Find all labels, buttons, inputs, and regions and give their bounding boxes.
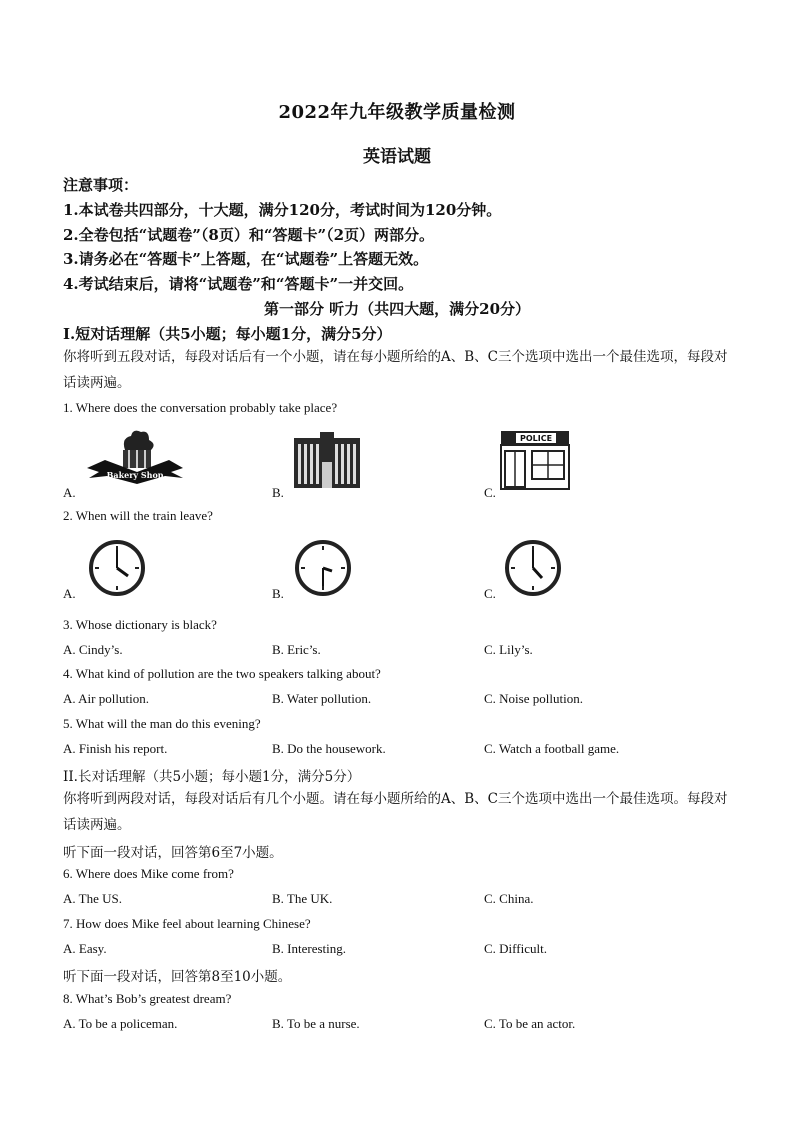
q8-option-c: C. To be an actor. — [484, 1016, 576, 1031]
q4-option-c: C. Noise pollution. — [484, 691, 583, 706]
notice-item: 4.考试结束后，请将“试题卷”和“答题卡”一并交回。 — [63, 275, 414, 293]
section1-heading: I.短对话理解（共5小题；每小题1分，满分5分） — [63, 325, 392, 343]
section1-instruction: 你将听到五段对话，每段对话后有一个小题，请在每小题所给的A、B、C三个选项中选出一个最佳选项，每段对话读两遍。 — [63, 349, 728, 391]
q6-option-c: C. China. — [484, 891, 534, 906]
notice-item: 3.请务必在“答题卡”上答题，在“试题卷”上答题无效。 — [63, 250, 429, 268]
notice-heading: 注意事项： — [63, 176, 139, 194]
q5-option-a: A. Finish his report. — [63, 741, 168, 756]
q3-option-a: A. Cindy’s. — [63, 642, 123, 657]
clock-6-30-image — [288, 538, 358, 598]
exam-title: 2022年九年级教学质量检测 — [278, 102, 516, 123]
section2-heading: II.长对话理解（共5小题；每小题1分，满分5分） — [63, 769, 361, 785]
q1-option-c: C. — [484, 485, 496, 500]
question-6: 6. Where does Mike come from? — [63, 866, 234, 881]
q8-option-b: B. To be a nurse. — [272, 1016, 360, 1031]
police-station-image — [500, 430, 570, 490]
q4-option-a: A. Air pollution. — [63, 691, 149, 706]
q6-option-b: B. The UK. — [272, 891, 333, 906]
question-1: 1. Where does the conversation probably take place? — [63, 400, 338, 415]
notice-item: 2.全卷包括“试题卷”（8页）和“答题卡”（2页）两部分。 — [63, 226, 435, 244]
q3-option-b: B. Eric’s. — [272, 642, 321, 657]
q7-option-b: B. Interesting. — [272, 941, 347, 956]
dialogue-lead-1: 听下面一段对话，回答第6至7小题。 — [63, 845, 283, 861]
question-2: 2. When will the train leave? — [63, 508, 213, 523]
bakery-shop-image — [85, 428, 185, 488]
question-8: 8. What’s Bob’s greatest dream? — [63, 991, 232, 1006]
q1-option-a: A. — [63, 485, 76, 500]
q2-option-c: C. — [484, 586, 496, 601]
bank-building-image — [292, 432, 362, 490]
q7-option-a: A. Easy. — [63, 941, 107, 956]
q6-option-a: A. The US. — [63, 891, 122, 906]
notice-item: 1.本试卷共四部分，十大题，满分120分，考试时间为120分钟。 — [63, 201, 502, 219]
dialogue-lead-2: 听下面一段对话，回答第8至10小题。 — [63, 969, 292, 985]
section2-instruction: 你将听到两段对话，每段对话后有几个小题。请在每小题所给的A、B、C三个选项中选出一个最佳选项。每段对话读两遍。 — [63, 791, 728, 833]
q2-option-b: B. — [272, 586, 284, 601]
q8-option-a: A. To be a policeman. — [63, 1016, 178, 1031]
question-4: 4. What kind of pollution are the two speakers talking about? — [63, 666, 381, 681]
police-sign-label: POLICE — [519, 434, 553, 443]
q2-option-a: A. — [63, 586, 76, 601]
question-7: 7. How does Mike feel about learning Chinese? — [63, 916, 311, 931]
bakery-shop-label: Bakery Shop — [106, 470, 164, 480]
question-3: 3. Whose dictionary is black? — [63, 617, 217, 632]
exam-subtitle: 英语试题 — [363, 147, 431, 167]
question-5: 5. What will the man do this evening? — [63, 716, 261, 731]
clock-7-05-image — [498, 538, 568, 598]
q1-option-b: B. — [272, 485, 284, 500]
q5-option-b: B. Do the housework. — [272, 741, 386, 756]
q4-option-b: B. Water pollution. — [272, 691, 372, 706]
clock-4-oclock-image — [82, 538, 152, 598]
q7-option-c: C. Difficult. — [484, 941, 547, 956]
q3-option-c: C. Lily’s. — [484, 642, 533, 657]
q5-option-c: C. Watch a football game. — [484, 741, 620, 756]
part1-heading: 第一部分 听力（共四大题，满分20分） — [263, 300, 531, 318]
